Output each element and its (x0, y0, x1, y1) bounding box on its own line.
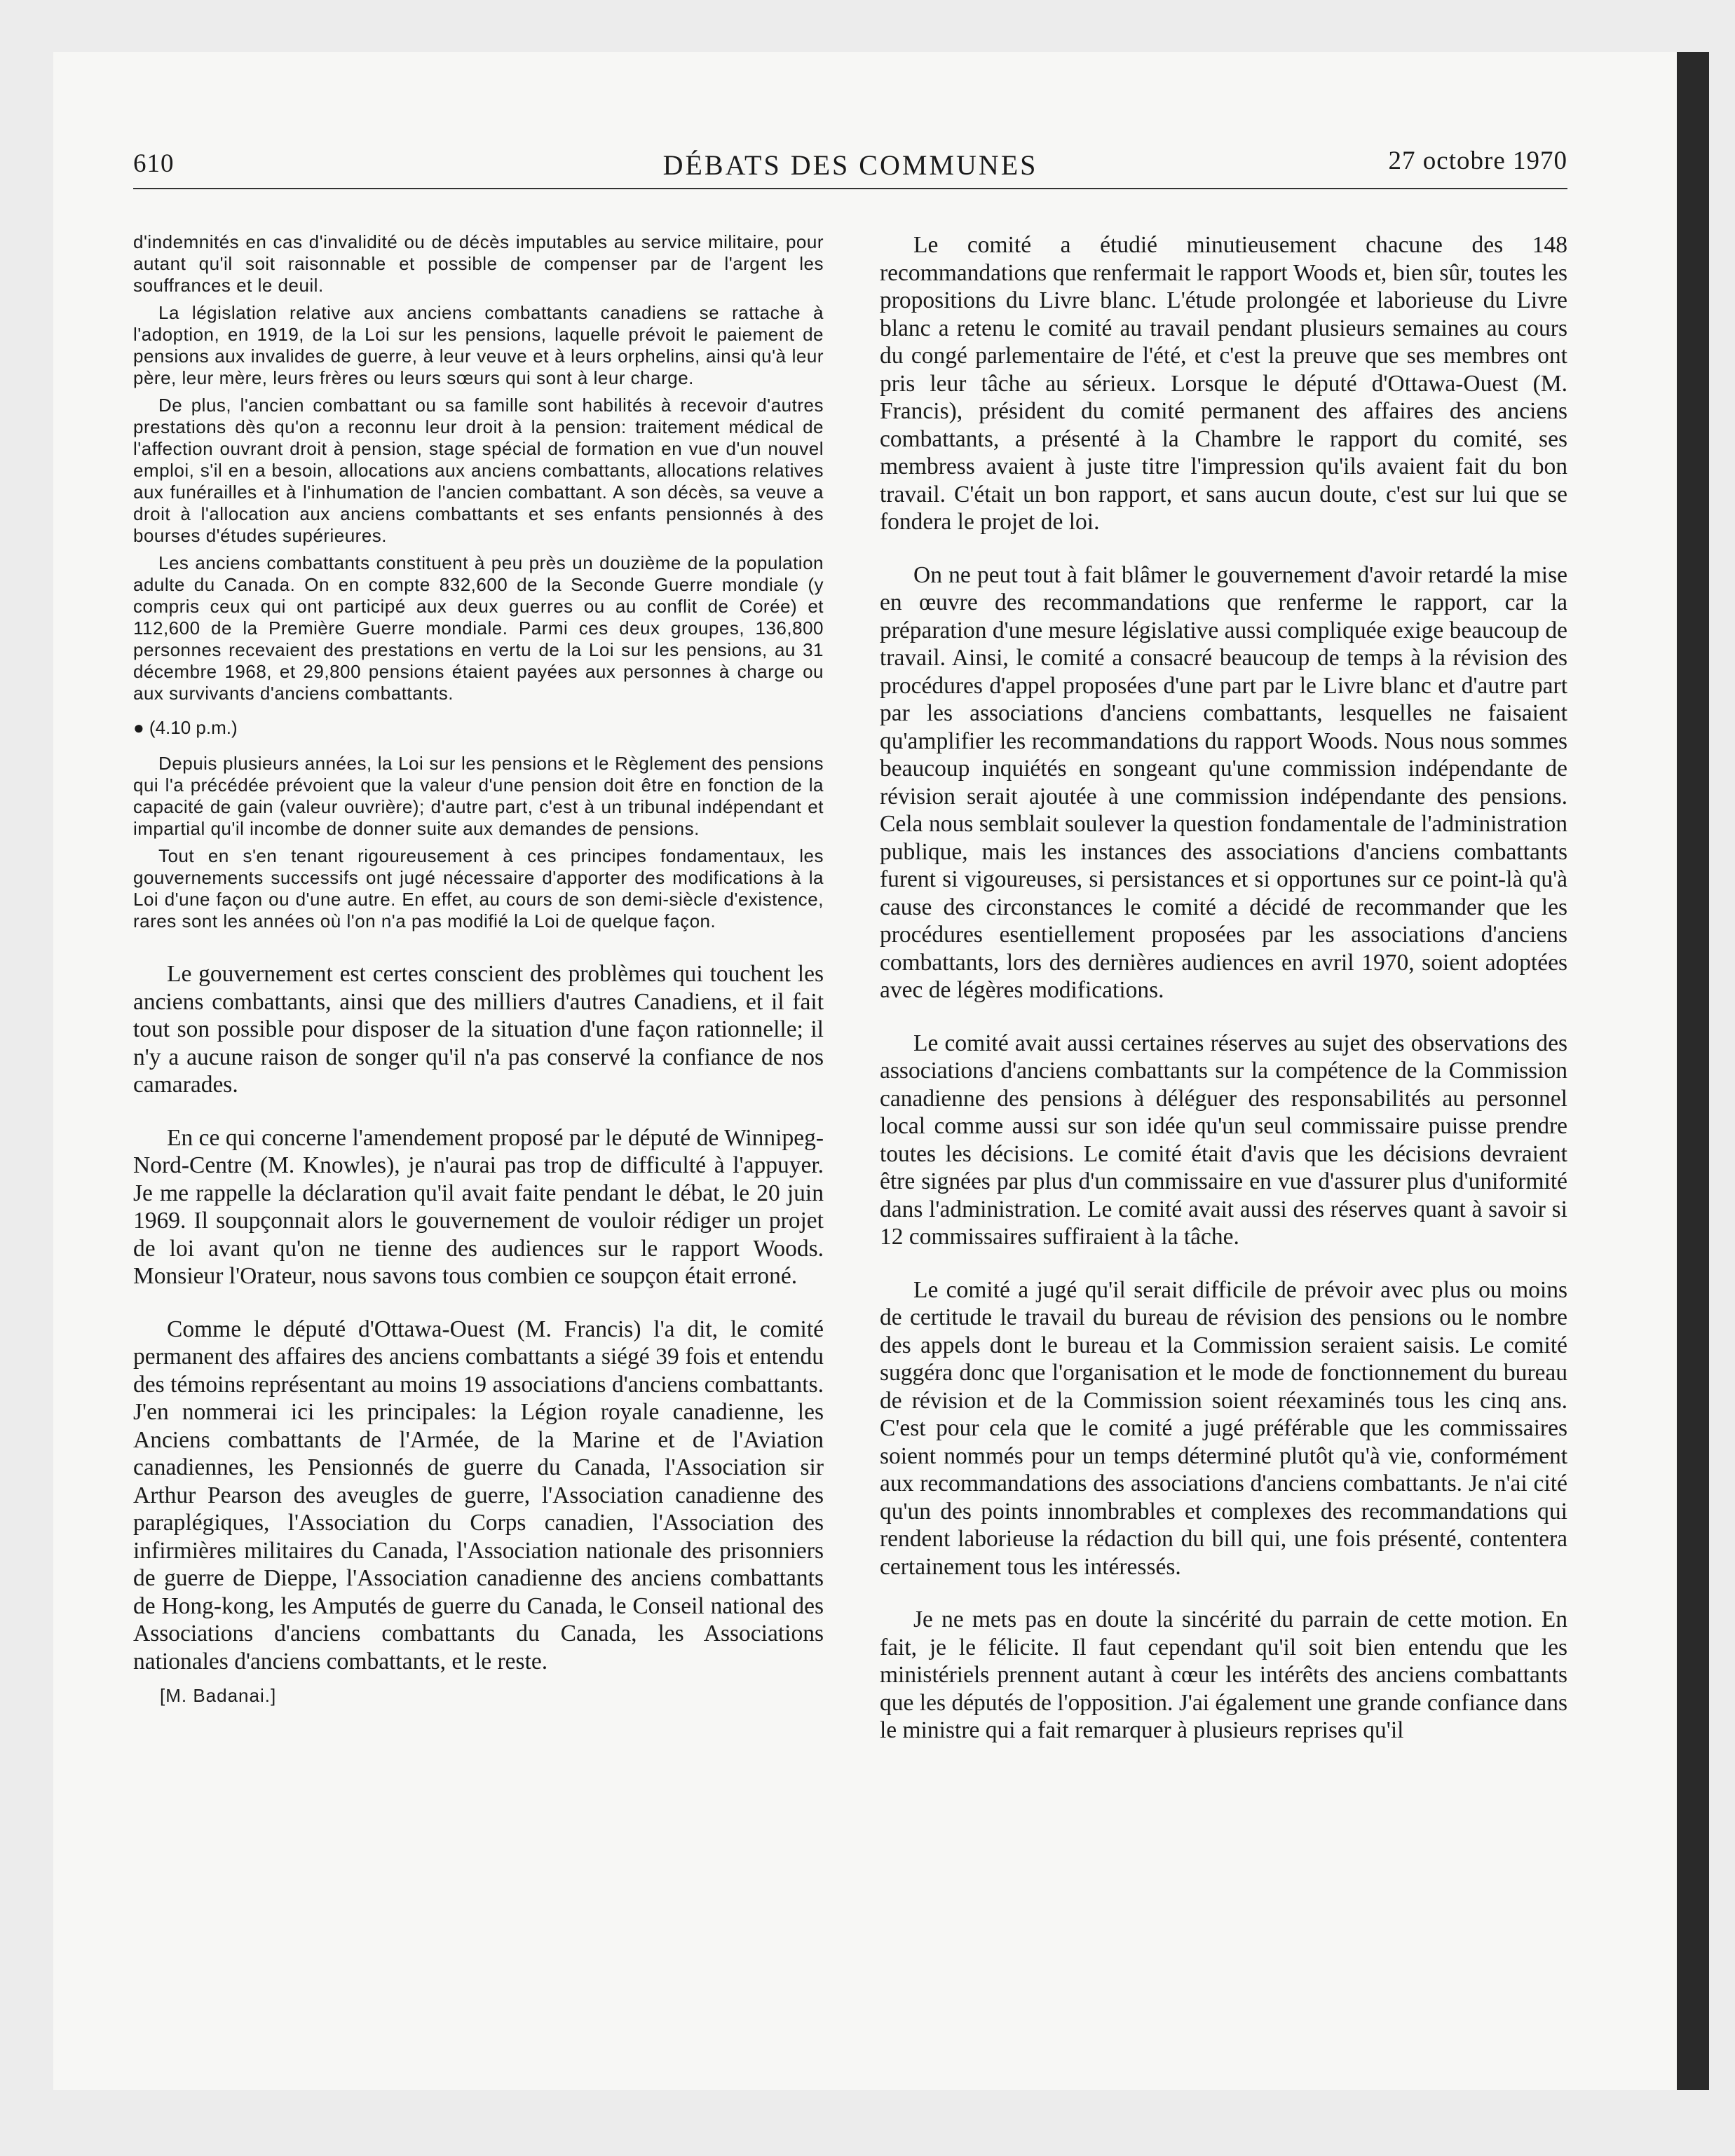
speaker-attribution: [M. Badanai.] (160, 1685, 277, 1706)
quoted-paragraph: La législation relative aux anciens combattants canadiens se rattache à l'adoption, en 1919, de la Loi sur les pensions, laquelle prévoit le paiement de pensions aux invalides de guerre, à leur veuve et à leurs orphelins, ainsi qu'à leur père, leur mère, leurs frères ou leurs sœurs qui sont à leur charge. (133, 302, 824, 388)
body-paragraph: Le comité avait aussi certaines réserves au sujet des observations des associations d'anciens combattants sur la compétence de la Commission canadienne des pensions à déléguer des responsabilités au personnel local comme aussi sur son idée qu'un seul commissaire puisse prendre toutes les décisions. Le comité était d'avis que les décisions devraient être signées par plus d'un commissaire en vue d'assurer plus d'uniformité dans l'administration. Le comité avait aussi des réserves quant à savoir si 12 commissaires suffiraient à la tâche. (880, 1030, 1567, 1250)
page-number: 610 (133, 149, 175, 178)
body-paragraph: Le comité a étudié minutieusement chacune des 148 recommandations que renfermait le rapport Woods et, bien sûr, toutes les propositions du Livre blanc. L'étude prolongée et laborieuse du Livre blanc a retenu le comité au travail pendant plusieurs semaines au cours du congé parlementaire de l'été, et c'est la preuve que ses membres ont pris leur tâche au sérieux. Lorsque le député d'Ottawa-Ouest (M. Francis), président du comité permanent des affaires des anciens combattants, a présenté à la Chambre le rapport du comité, ses membress avaient à juste titre l'impression qu'ils avaient fait du bon travail. C'était un bon rapport, et sans aucun doute, c'est sur lui que se fondera le projet de loi. (880, 232, 1567, 535)
issue-date: 27 octobre 1970 (1388, 146, 1567, 175)
quoted-paragraph: Les anciens combattants constituent à peu près un douzième de la population adulte du Canada. On en compte 832,600 de la Seconde Guerre mondiale (y compris ceux qui ont participé aux deux guerres ou au conflit de Corée) et 112,600 de la Première Guerre mondiale. Parmi ces deux groupes, 136,800 personnes recevaient des prestations en vertu de la Loi sur les pensions, au 31 décembre 1968, et 29,800 pensions étaient payées aux personnes à charge ou aux survivants d'anciens combattants. (133, 552, 824, 704)
body-paragraph: Le comité a jugé qu'il serait difficile de prévoir avec plus ou moins de certitude le travail du bureau de révision des pensions ou le nombre des appels dont le bureau et la Commission seraient saisis. Le comité suggéra donc que l'organisation et le mode de fonctionnement du bureau de révision et de la Commission soient réexaminés tous les cinq ans. C'est pour cela que le comité a jugé préférable que les commissaires soient nommés pour un temps déterminé plutôt qu'à vie, conformément aux recommandations des associations d'anciens combattants. Je n'ai cité qu'un des points innombrables et complexes des recommandations qui rendent laborieuse la rédaction du bill qui, une fois présenté, contentera certainement tous les intéressés. (880, 1276, 1567, 1580)
body-paragraph: Comme le député d'Ottawa-Ouest (M. Francis) l'a dit, le comité permanent des affaires des anciens combattants a siégé 39 fois et entendu des témoins représentant au moins 19 associations d'anciens combattants. J'en nommerai ici les principales: la Légion royale canadienne, les Anciens combattants de l'Armée, de la Marine et de l'Aviation canadiennes, les Pensionnés de guerre du Canada, l'Association sir Arthur Pearson des aveugles de guerre, l'Association canadienne des paraplégiques, l'Association du Corps canadien, l'Association des infirmières militaires du Canada, l'Association nationale des prisonniers de guerre de Dieppe, l'Association canadienne des anciens combattants de Hong-kong, les Amputés de guerre du Canada, le Conseil national des Associations d'anciens combattants du Canada, les Associations nationales d'anciens combattants, et le reste. (133, 1316, 824, 1674)
time-stamp: ● (4.10 p.m.) (133, 717, 238, 738)
quoted-paragraph: d'indemnités en cas d'invalidité ou de décès imputables au service militaire, pour autant qu'il soit raisonnable et possible de compenser par de l'argent les souffrances et le deuil. (133, 231, 824, 296)
body-paragraph: Je ne mets pas en doute la sincérité du parrain de cette motion. En fait, je le félicite. Il faut cependant qu'il soit bien entendu que les ministériels prennent autant à cœur les intérêts des anciens combattants que les députés de l'opposition. J'ai également une grande confiance dans le ministre qui a fait remarquer à plusieurs reprises qu'il (880, 1606, 1567, 1743)
quoted-paragraph: De plus, l'ancien combattant ou sa famille sont habilités à recevoir d'autres prestations dès qu'on a reconnu leur droit à la pension: traitement médical de l'affection ouvrant droit à pension, stage spécial de formation en vue d'un nouvel emploi, s'il en a besoin, allocations aux anciens combattants, allocations relatives aux funérailles et à l'inhumation de l'ancien combattant. A son décès, sa veuve a droit à l'allocation aux anciens combattants et ses enfants pensionnés à des bourses d'études supérieures. (133, 395, 824, 546)
page-header (133, 146, 1567, 189)
right-column (880, 231, 1567, 1770)
left-column (133, 231, 824, 1707)
scan-edge-bar (1677, 52, 1709, 2090)
body-paragraph: Le gouvernement est certes conscient des problèmes qui touchent les anciens combattants, ainsi que des milliers d'autres Canadiens, et il fait tout son possible pour disposer de la situation d'une façon rationnelle; il n'y a aucune raison de songer qu'il n'a pas conservé la confiance de nos camarades. (133, 961, 824, 1098)
quoted-paragraph: Tout en s'en tenant rigoureusement à ces principes fondamentaux, les gouvernements successifs ont jugé nécessaire d'apporter des modifications à la Loi d'une façon ou d'une autre. En effet, au cours de son demi-siècle d'existence, rares sont les années où l'on n'a pas modifié la Loi de quelque façon. (133, 845, 824, 932)
journal-title: DÉBATS DES COMMUNES (662, 149, 1038, 181)
body-paragraph: On ne peut tout à fait blâmer le gouvernement d'avoir retardé la mise en œuvre des recommandations que renferme le rapport, car la préparation d'une mesure législative aussi compliquée exige beaucoup de travail. Ainsi, le comité a consacré beaucoup de temps à la révision des procédures d'appel proposées d'une part par le Livre blanc et d'autre part par les associations d'anciens combattants, lesquelles ne faisaient qu'amplifier les recommandations du rapport Woods. Nous nous sommes beaucoup inquiétés en songeant qu'une commission indépendante de révision serait ajoutée à une commission indépendante des pensions. Cela nous semblait soulever la question fondamentale de l'administration publique, mais les instances des associations d'anciens combattants furent si vigoureuses, si persistances et si opportunes sur ce point-là qu'à cause des circonstances le comité a décidé de recommander que les procédures esentiellement proposées par les associations d'anciens combattants, lors des dernières audiences en avril 1970, soient adoptées avec de légères modifications. (880, 561, 1567, 1003)
quoted-paragraph: Depuis plusieurs années, la Loi sur les pensions et le Règlement des pensions qui l'a précédée prévoient que la valeur d'une pension doit être en fonction de la capacité de gain (valeur ouvrière); d'autre part, c'est à un tribunal indépendant et impartial qu'il incombe de donner suite aux demandes de pensions. (133, 753, 824, 839)
body-paragraph: En ce qui concerne l'amendement proposé par le député de Winnipeg-Nord-Centre (M. Knowles), je n'aurai pas trop de difficulté à l'appuyer. Je me rappelle la déclaration qu'il avait faite pendant le débat, le 20 juin 1969. Il soupçonnait alors le gouvernement de vouloir rédiger un projet de loi avant qu'on ne tienne des audiences sur le rapport Woods. Monsieur l'Orateur, nous savons tous combien ce soupçon était erroné. (133, 1124, 824, 1289)
